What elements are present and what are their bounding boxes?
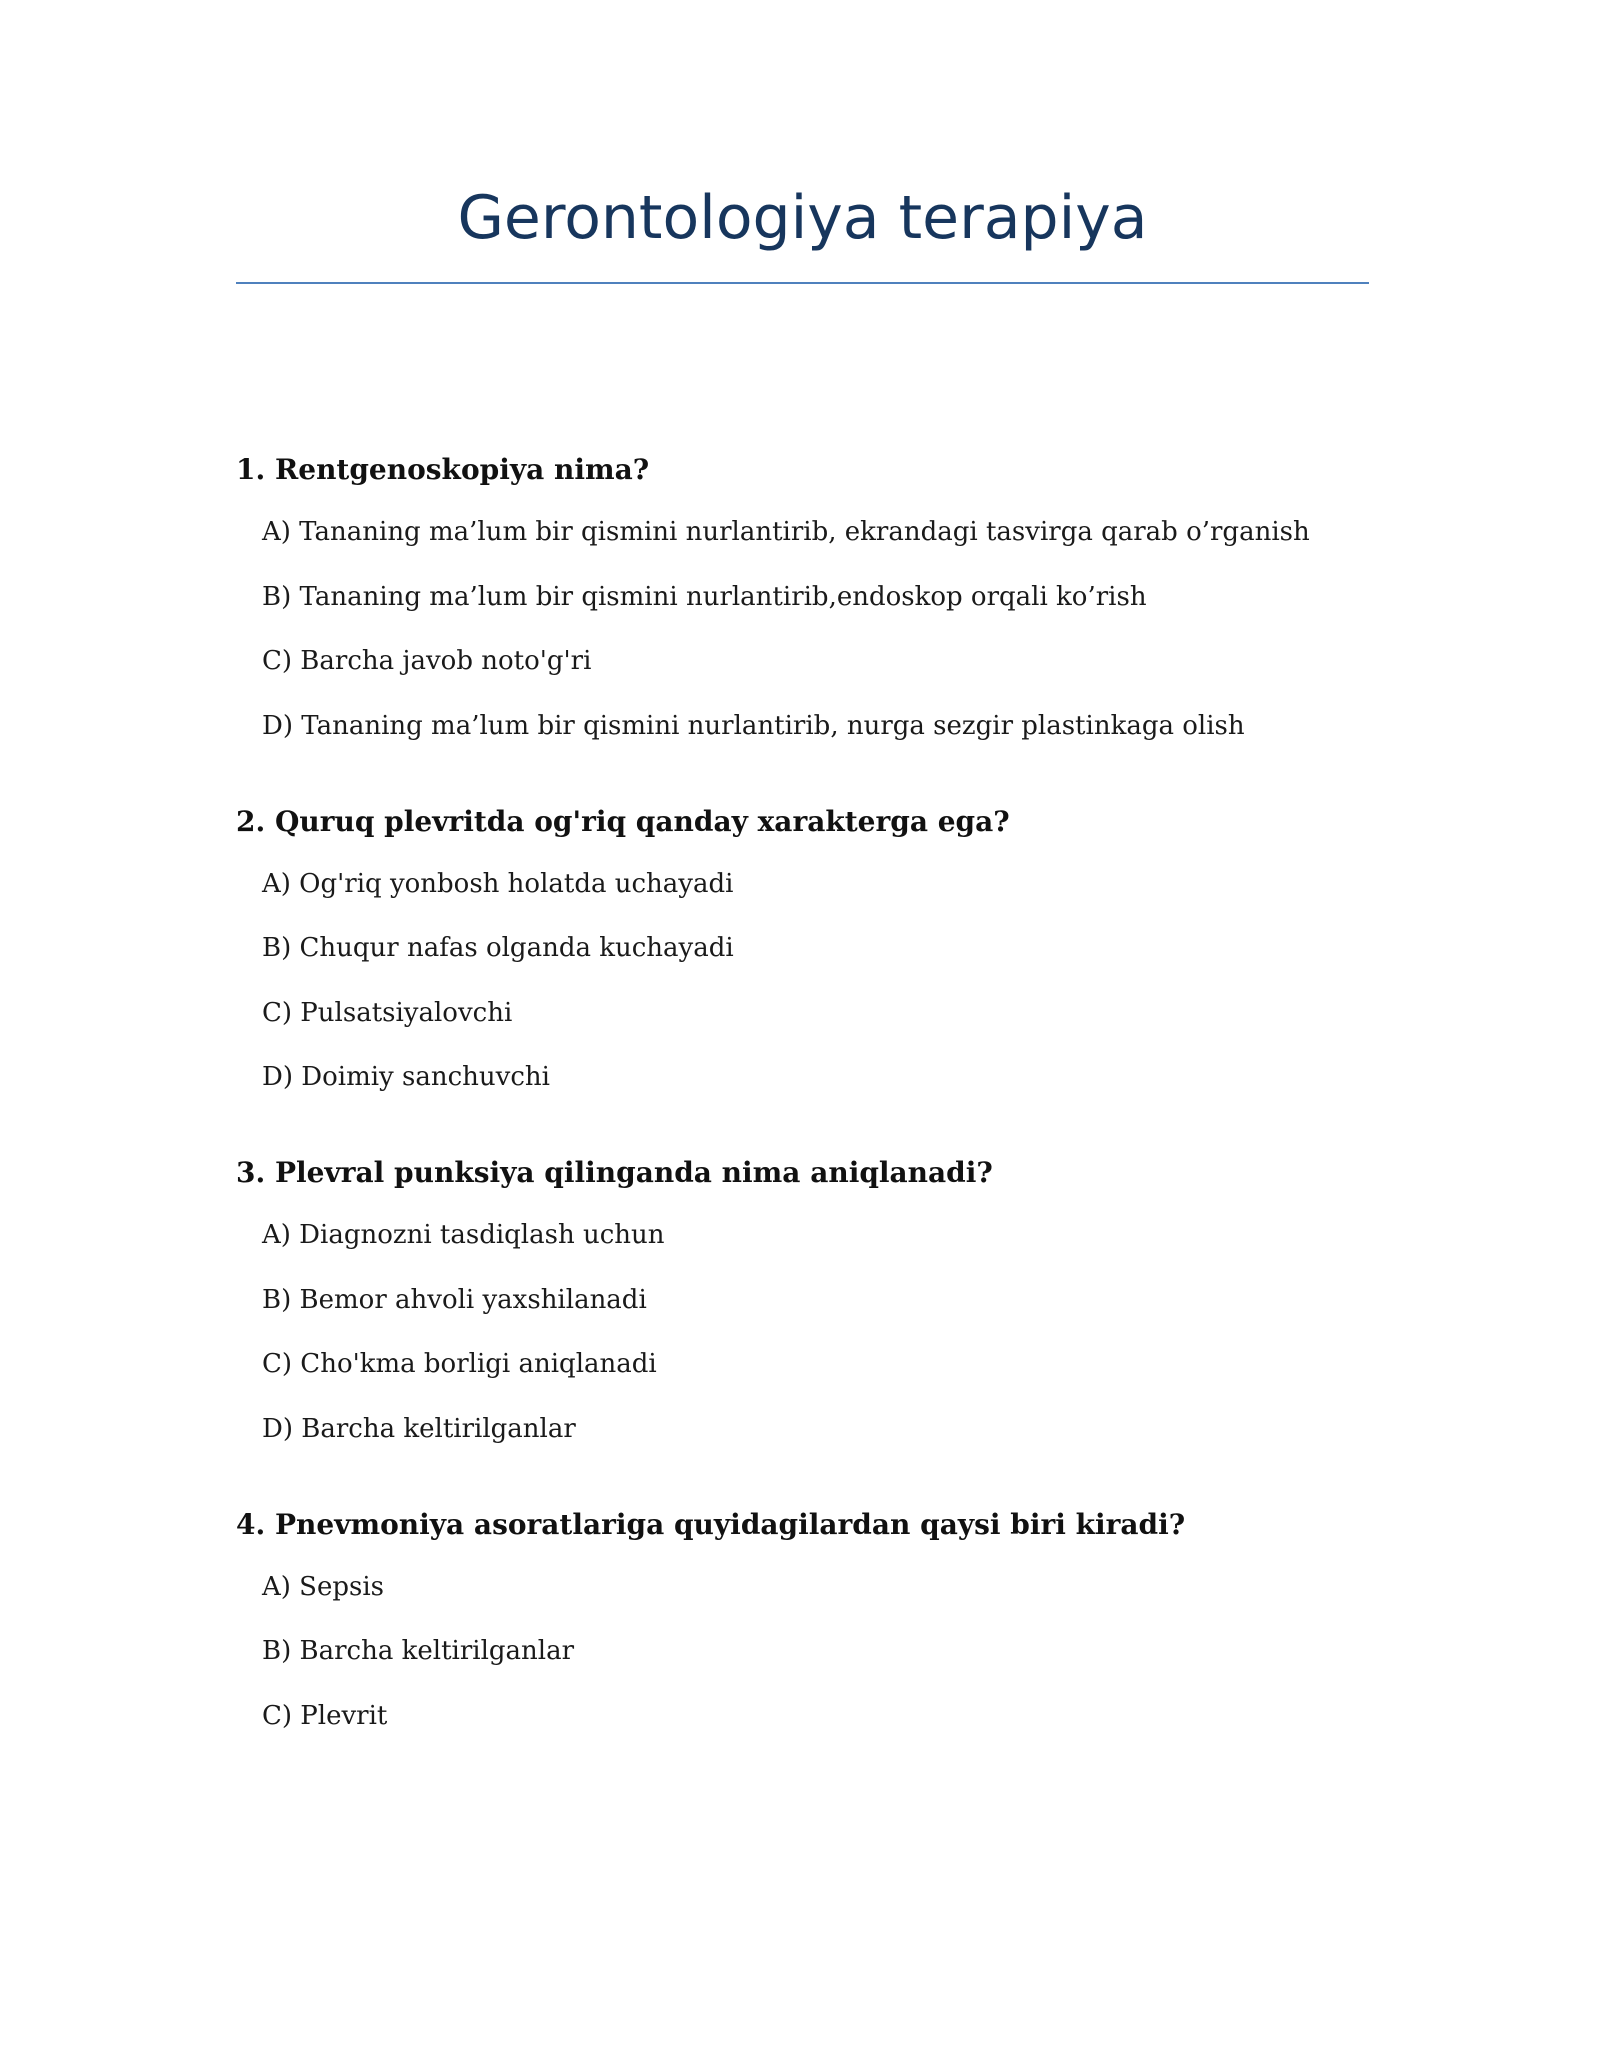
answer-option-b: B) Chuqur nafas olganda kuchayadi <box>262 933 734 963</box>
answer-option-a: A) Og'riq yonbosh holatda uchayadi <box>262 868 734 899</box>
question-text: 2. Quruq plevritda og'riq qanday xarakterga ega? <box>236 804 1010 838</box>
answer-option-a: A) Diagnozni tasdiqlash uchun <box>262 1220 665 1250</box>
answer-option-b: B) Bemor ahvoli yaxshilanadi <box>262 1284 647 1315</box>
answer-option-c: C) Plevrit <box>262 1700 388 1731</box>
answer-option-d: D) Tananing ma’lum bir qismini nurlantirib, nurga sezgir plastinkaga olish <box>262 710 1245 741</box>
document-title: Gerontologiya terapiya <box>457 183 1148 253</box>
answer-option-b: B) Tananing ma’lum bir qismini nurlantirib,endoskop orqali ko’rish <box>262 581 1147 612</box>
question-text: 4. Pnevmoniya asoratlariga quyidagilardan qaysi biri kiradi? <box>236 1507 1186 1541</box>
answer-option-d: D) Barcha keltirilganlar <box>262 1413 576 1444</box>
answer-option-c: C) Barcha javob noto'g'ri <box>262 646 592 676</box>
answer-option-c: C) Pulsatsiyalovchi <box>262 997 513 1028</box>
title-underline <box>236 282 1369 284</box>
answer-option-a: A) Tananing ma’lum bir qismini nurlantirib, ekrandagi tasvirga qarab o’rganish <box>262 517 1310 547</box>
answer-option-c: C) Cho'kma borligi aniqlanadi <box>262 1349 657 1379</box>
question-2 <box>236 800 1369 1098</box>
question-list <box>236 448 1369 1790</box>
question-text: 1. Rentgenoskopiya nima? <box>236 453 650 486</box>
answer-option-b: B) Barcha keltirilganlar <box>262 1636 575 1666</box>
question-1 <box>236 448 1369 746</box>
question-4 <box>236 1503 1369 1736</box>
answer-option-d: D) Doimiy sanchuvchi <box>262 1062 550 1092</box>
question-3 <box>236 1151 1369 1449</box>
question-text: 3. Plevral punksiya qilinganda nima aniqlanadi? <box>236 1156 993 1189</box>
answer-option-a: A) Sepsis <box>262 1571 385 1602</box>
